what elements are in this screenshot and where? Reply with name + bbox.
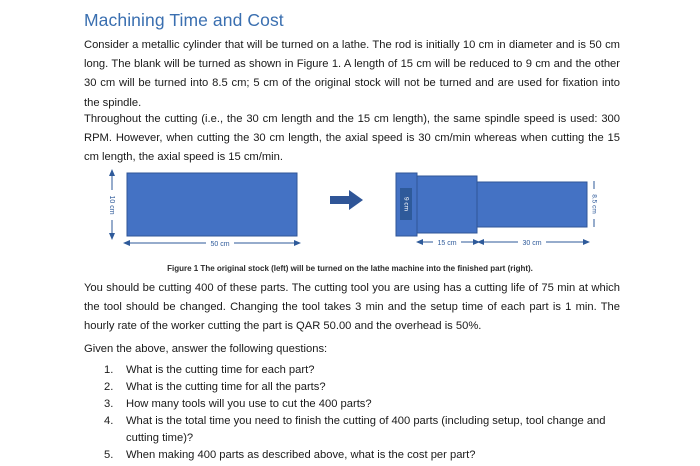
stock-rectangle <box>127 173 297 236</box>
end-length-label: 30 cm <box>522 240 542 247</box>
question-list <box>104 362 624 464</box>
tooling-paragraph: You should be cutting 400 of these parts. The cutting tool you are using has a cutting life of 75 min at which the tool should be changed. Changing the tool takes 3 min and the setup time of each part is 1 min. The hourly rate of the worker cutting the part is QAR 50.00 and the overhead is 50%. <box>84 282 620 333</box>
list-item <box>104 413 624 447</box>
step-diameter-dimension <box>400 188 412 220</box>
stock-diameter-label: 10 cm <box>108 195 116 215</box>
question-text: How many tools will you use to cut the 400 parts? <box>126 398 372 410</box>
end-diameter-label: 8.5 cm <box>590 194 598 214</box>
prompt-paragraph: Given the above, answer the following questions: <box>84 343 328 355</box>
stock-diameter-dimension <box>106 169 118 240</box>
list-item <box>104 362 624 379</box>
list-item <box>104 447 624 464</box>
question-number: 3. <box>104 398 114 410</box>
step-length-label: 15 cm <box>437 240 457 247</box>
list-item <box>104 379 624 396</box>
transform-arrow-icon <box>330 190 363 210</box>
figure-caption: Figure 1 The original stock (left) will be turned on the lathe machine into the finished part (right). <box>167 264 533 273</box>
finished-part <box>396 173 587 236</box>
question-number: 4. <box>104 415 114 427</box>
list-item <box>104 396 624 413</box>
question-number: 1. <box>104 364 114 376</box>
question-text: What is the cutting time for each part? <box>126 364 315 376</box>
question-text: When making 400 parts as described above, what is the cost per part? <box>126 449 476 461</box>
question-number: 5. <box>104 449 114 461</box>
question-text: What is the cutting time for all the parts? <box>126 381 326 393</box>
step-section-15cm <box>417 176 477 233</box>
original-stock <box>127 173 297 236</box>
stock-length-dimension <box>123 238 301 248</box>
cutting-paragraph: Throughout the cutting (i.e., the 30 cm length and the 15 cm length), the same spindle speed is used: 300 RPM. However, when cutting the 30 cm length, the axial speed is 30 cm/min whereas when cutting the 15 cm length, the axial speed is 15 cm/min. <box>84 113 620 164</box>
end-section-30cm <box>477 182 587 227</box>
question-text: What is the total time you need to finish the cutting of 400 parts (including setup, tool change and cutting time)? <box>126 415 606 444</box>
page-title: Machining Time and Cost <box>84 10 284 30</box>
step-diameter-label: 9 cm <box>402 196 410 212</box>
question-number: 2. <box>104 381 114 393</box>
end-diameter-dimension <box>589 181 600 227</box>
end-length-dimension <box>477 237 590 247</box>
intro-paragraph: Consider a metallic cylinder that will be turned on a lathe. The rod is initially 10 cm in diameter and is 50 cm long. The blank will be turned as shown in Figure 1. A length of 15 cm will be reduced to 9 cm and the other 30 cm will be turned into 8.5 cm; 5 cm of the original stock will not be turned and are used for fixation into the spindle. <box>84 39 620 109</box>
step-length-dimension <box>416 237 480 247</box>
stock-length-label: 50 cm <box>210 241 230 248</box>
